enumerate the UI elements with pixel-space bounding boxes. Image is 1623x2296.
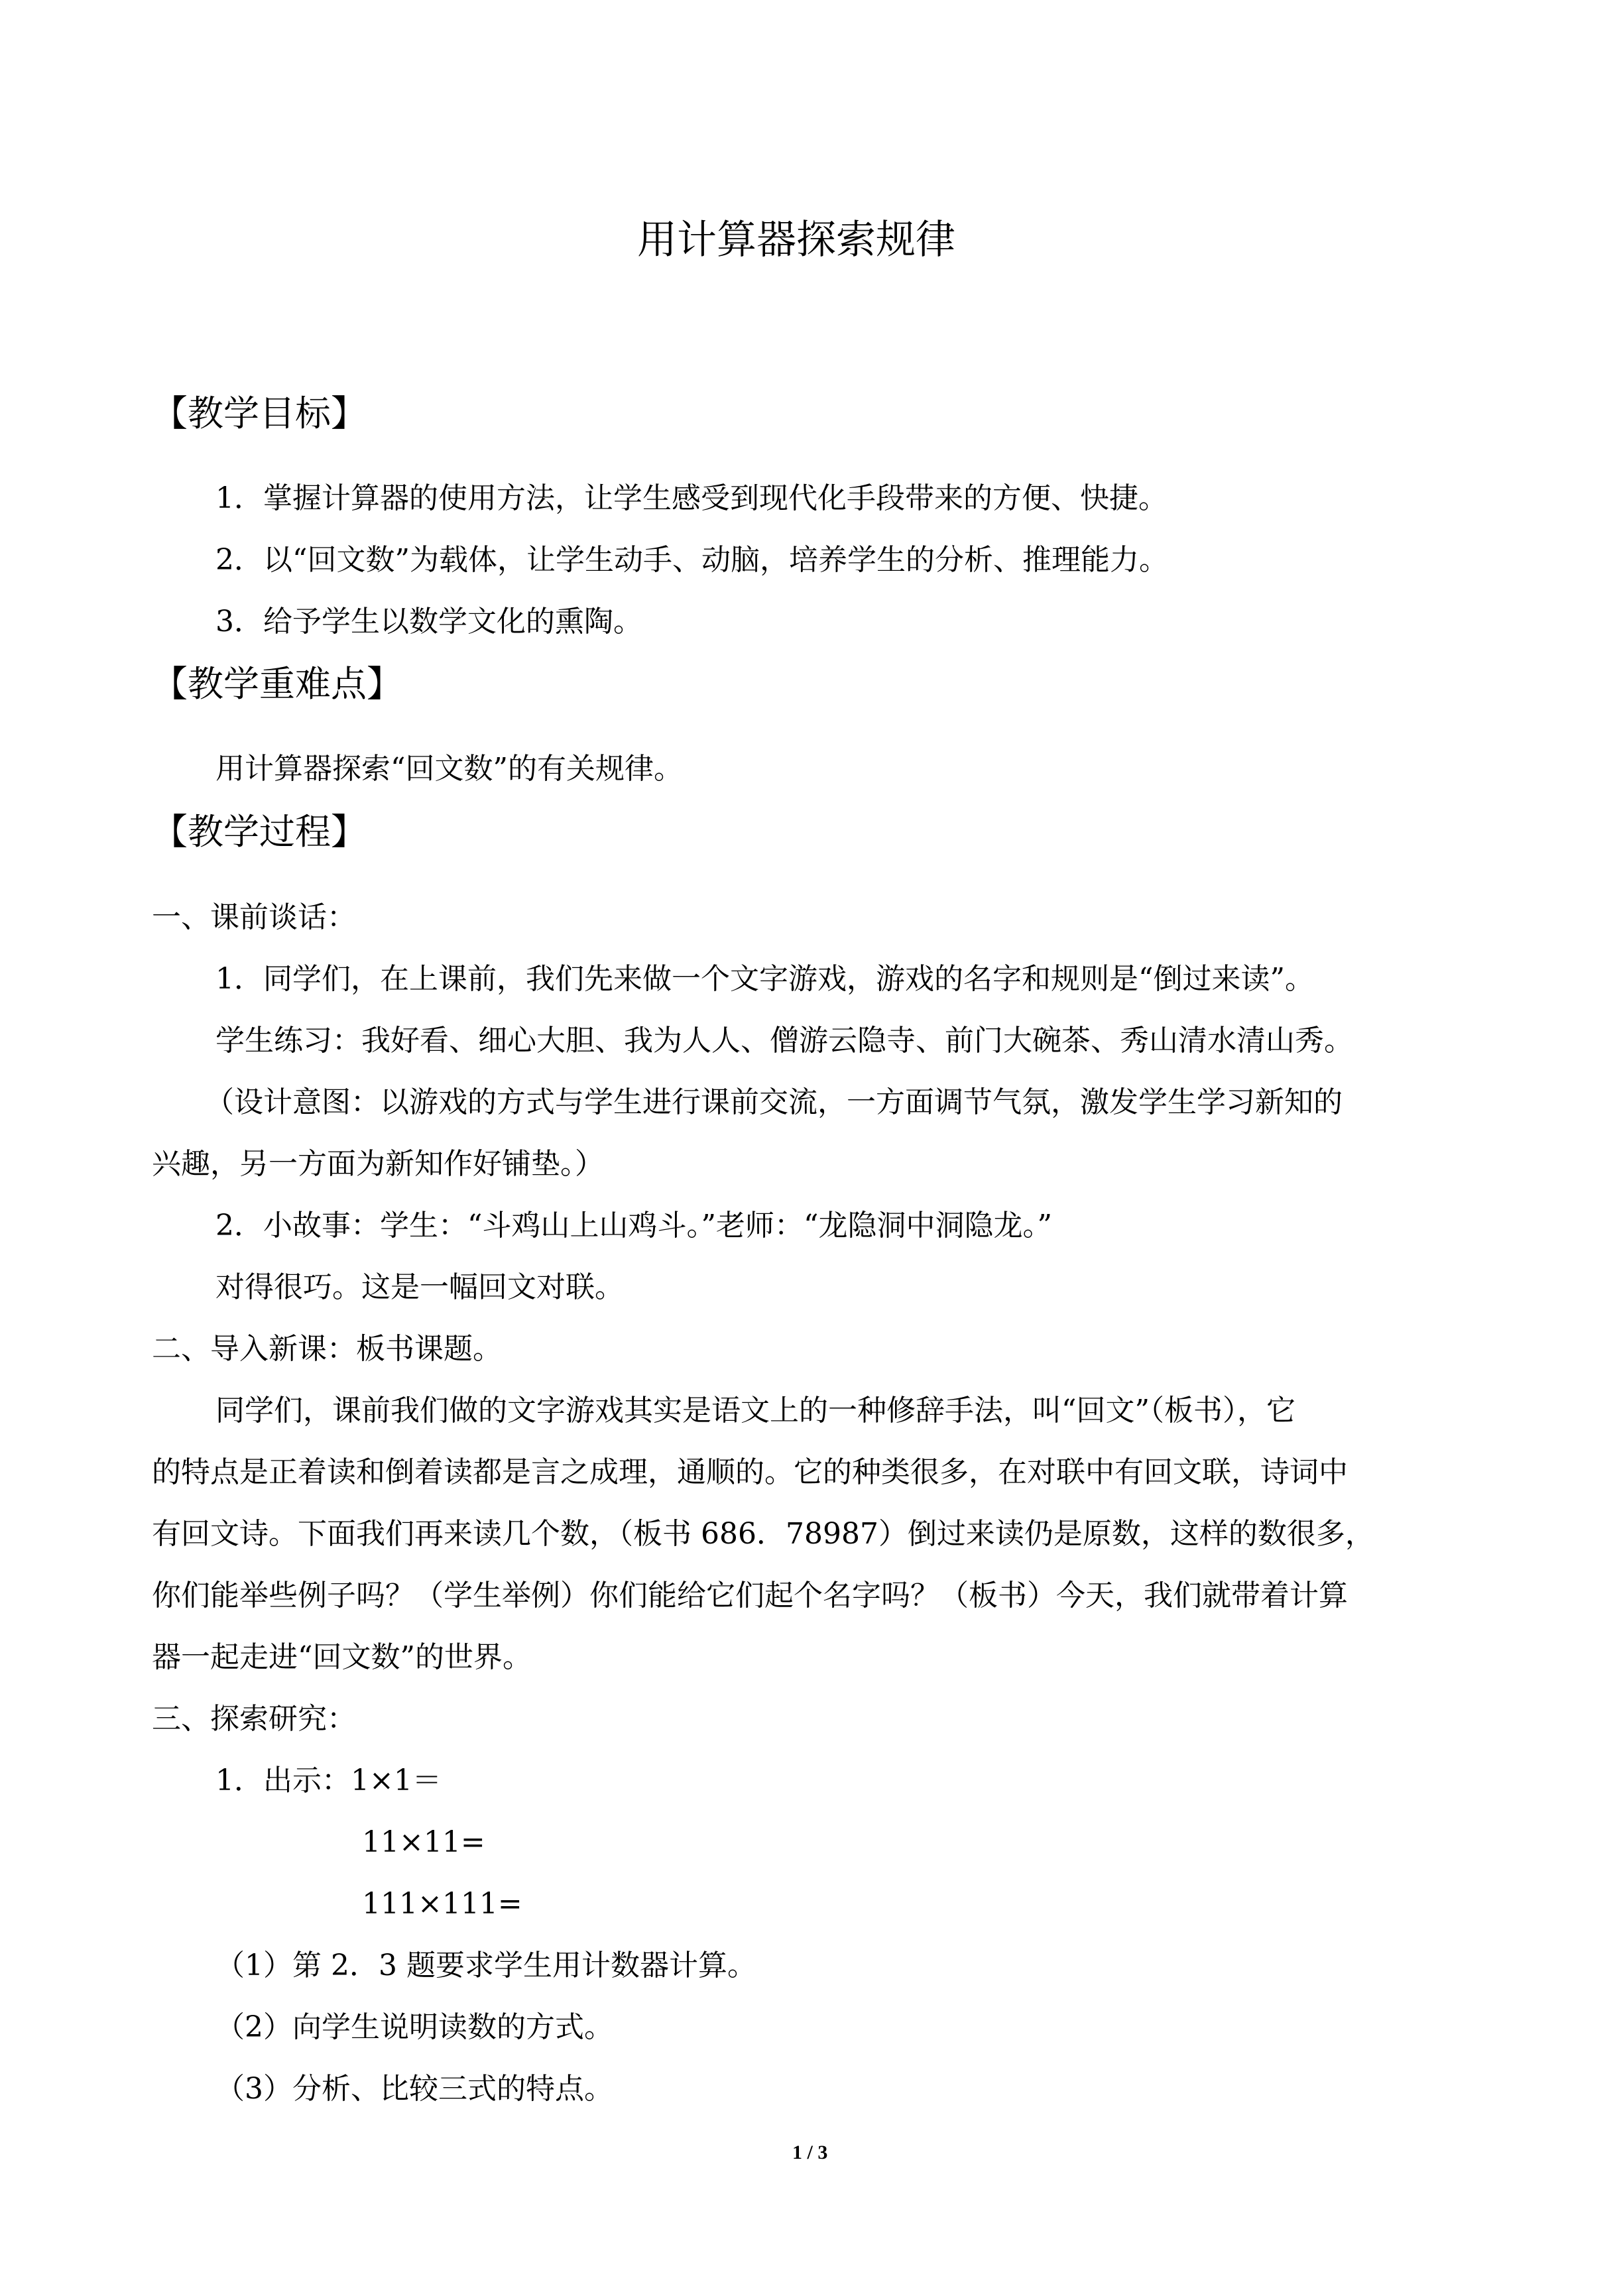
list-item: （3）分析、比较三式的特点。 — [215, 2072, 613, 2106]
key-points-text: 用计算器探索“回文数”的有关规律。 — [215, 752, 683, 786]
paragraph-line: 兴趣，另一方面为新知作好铺垫。） — [152, 1147, 604, 1181]
objective-item: 2．以“回文数”为载体，让学生动手、动脑，培养学生的分析、推理能力。 — [215, 543, 1168, 577]
list-item: （1）第 2．3 题要求学生用计数器计算。 — [215, 1949, 756, 1982]
paragraph-line: 器一起走进“回文数”的世界。 — [152, 1640, 532, 1674]
paragraph-line: 2．小故事：学生：“斗鸡山上山鸡斗。”老师：“龙隐洞中洞隐龙。” — [215, 1209, 1052, 1242]
equation-line: 11×11= — [362, 1825, 485, 1859]
page-title: 用计算器探索规律 — [637, 217, 955, 263]
equation-line: 111×111= — [362, 1887, 522, 1921]
section-title-2: 二、导入新课：板书课题。 — [152, 1332, 502, 1366]
paragraph-line: 1．同学们，在上课前，我们先来做一个文字游戏，游戏的名字和规则是“倒过来读”。 — [215, 962, 1314, 996]
list-item: （2）向学生说明读数的方式。 — [215, 2010, 613, 2044]
paragraph-line: 同学们，课前我们做的文字游戏其实是语文上的一种修辞手法，叫“回文”（板书），它 — [215, 1394, 1295, 1427]
page-number: 1 / 3 — [792, 2142, 828, 2163]
paragraph-line: （设计意图：以游戏的方式与学生进行课前交流，一方面调节气氛，激发学生学习新知的 — [205, 1085, 1343, 1119]
paragraph-line: 有回文诗。下面我们再来读几个数，（板书 686．78987）倒过来读仍是原数，这样的数很多， — [152, 1517, 1374, 1551]
paragraph-line: 你们能举些例子吗？（学生举例）你们能给它们起个名字吗？（板书）今天，我们就带着计算 — [152, 1579, 1348, 1612]
process-heading: 【教学过程】 — [152, 811, 367, 853]
section-title-1: 一、课前谈话： — [152, 900, 356, 934]
objective-item: 3．给予学生以数学文化的熏陶。 — [215, 605, 642, 638]
paragraph-line: 对得很巧。这是一幅回文对联。 — [215, 1270, 624, 1304]
paragraph-line: 的特点是正着读和倒着读都是言之成理，通顺的。它的种类很多，在对联中有回文联，诗词中 — [152, 1455, 1348, 1489]
objectives-heading: 【教学目标】 — [152, 393, 367, 434]
paragraph-line: 学生练习：我好看、细心大胆、我为人人、僧游云隐寺、前门大碗茶、秀山清水清山秀。 — [215, 1024, 1353, 1057]
section-title-3: 三、探索研究： — [152, 1702, 356, 1736]
key-points-heading: 【教学重难点】 — [152, 663, 402, 705]
objective-item: 1．掌握计算器的使用方法，让学生感受到现代化手段带来的方便、快捷。 — [215, 481, 1168, 515]
equation-line: 1．出示：1×1＝ — [215, 1764, 442, 1797]
